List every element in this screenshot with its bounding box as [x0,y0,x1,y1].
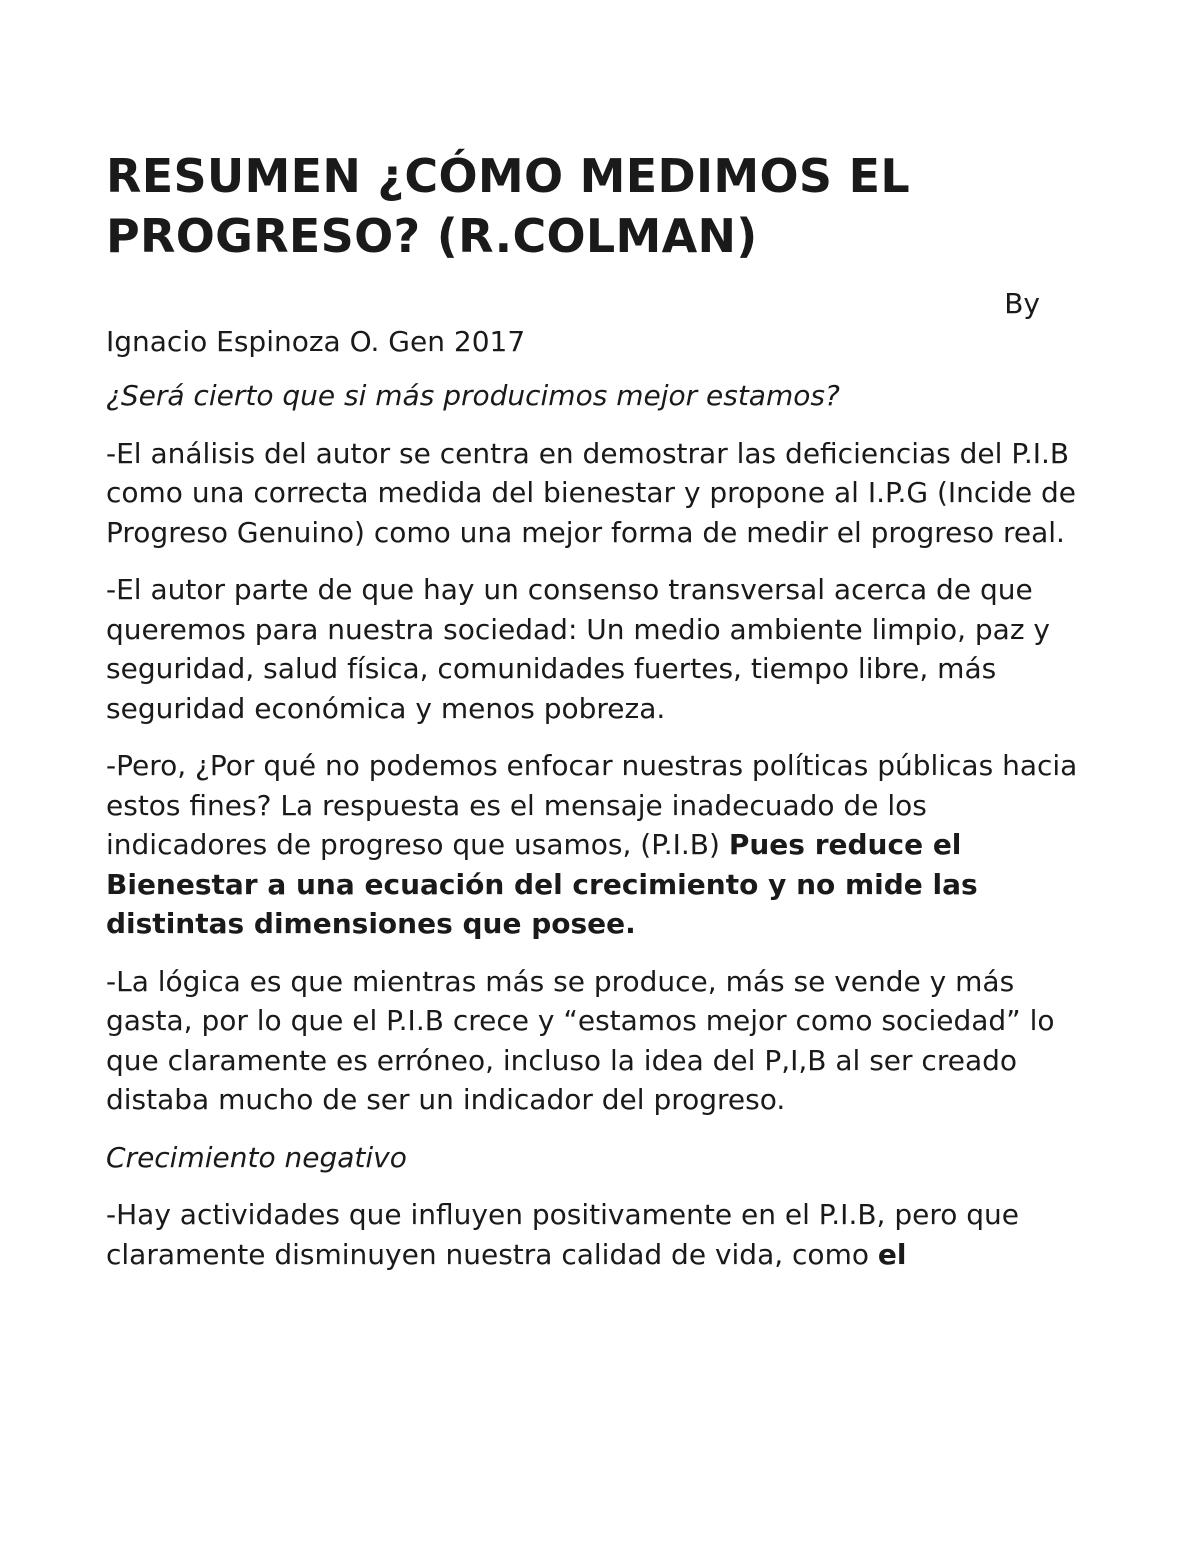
author-line: Ignacio Espinoza O. Gen 2017 [106,325,526,358]
paragraph-3 [106,746,1096,944]
paragraph-5-bold: el [877,1237,907,1271]
paragraph-4: -La lógica es que mientras más se produce, más se vende y más gasta, por lo que el P.I.B crece y “estamos mejor como sociedad” lo que claramente es erróneo, incluso la idea del P,I,B al ser creado distaba mucho de ser un indicador del progreso. [106,964,1055,1116]
document-page [106,146,1096,1274]
paragraph-5-text: -Hay actividades que influyen positivamente en el P.I.B, pero que claramente disminuyen nuestra calidad de vida, como [106,1198,1020,1271]
by-label: By [1004,287,1040,320]
paragraph-3-text: -Pero, ¿Por qué no podemos enfocar nuestras políticas públicas hacia estos fines? La respuesta es el mensaje inadecuado de los indicadores de progreso que usamos, (P.I.B) [106,749,1078,861]
document-title: RESUMEN ¿CÓMO MEDIMOS EL PROGRESO? (R.COLMAN) [106,149,910,263]
paragraph-3-bold: Pues reduce el Bienestar a una ecuación del crecimiento y no mide las distintas dimensiones que posee. [106,828,978,940]
paragraph-2: -El autor parte de que hay un consenso transversal acerca de que queremos para nuestra sociedad: Un medio ambiente limpio, paz y seguridad, salud física, comunidades fuertes, tiempo libre, más seguridad económica y menos pobreza. [106,573,1050,725]
intro-question: ¿Será cierto que si más producimos mejor estamos? [106,379,840,412]
paragraph-1: -El análisis del autor se centra en demostrar las deficiencias del P.I.B como una correcta medida del bienestar y propone al I.P.G (Incide de Progreso Genuino) como una mejor forma de medir el progreso real. [106,436,1077,549]
byline [106,286,1096,360]
section-subheading: Crecimiento negativo [106,1140,407,1174]
paragraph-5 [106,1195,1096,1274]
